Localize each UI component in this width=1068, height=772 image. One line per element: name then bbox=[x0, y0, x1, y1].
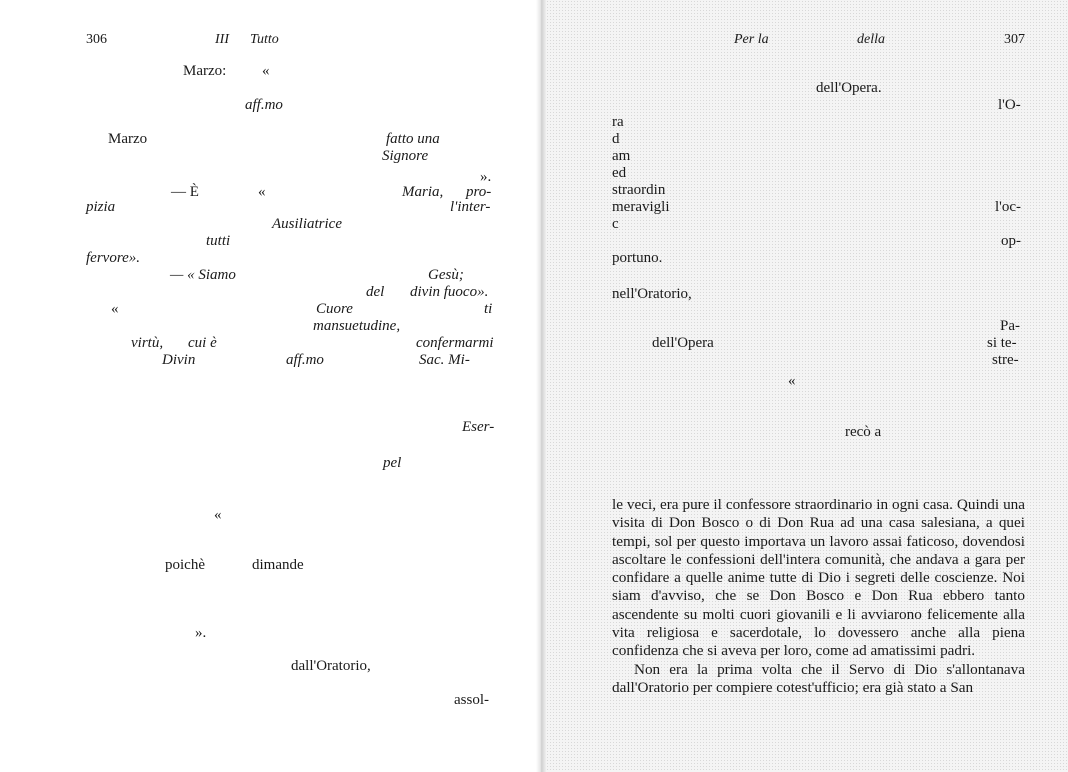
right-fragment: dell'Opera bbox=[652, 335, 714, 351]
right-fragment: am bbox=[612, 148, 631, 164]
left-fragment: l'inter- bbox=[450, 199, 491, 215]
left-fragment: Cuore bbox=[316, 301, 353, 317]
right-fragment: d bbox=[612, 131, 620, 147]
left-fragment: dall'Oratorio, bbox=[291, 658, 371, 674]
left-fragment: ». bbox=[480, 169, 492, 185]
right-fragment: straordin bbox=[612, 182, 666, 198]
left-fragment: Marzo: bbox=[183, 63, 227, 79]
right-fragment: l'oc- bbox=[995, 199, 1022, 215]
right-running-title-right: della bbox=[857, 32, 885, 47]
left-fragment: fervore». bbox=[86, 250, 141, 266]
left-fragment: Ausiliatrice bbox=[272, 216, 342, 232]
left-fragment: « bbox=[258, 184, 266, 200]
left-fragment: « bbox=[262, 63, 270, 79]
right-fragment: op- bbox=[1001, 233, 1021, 249]
left-fragment: assol- bbox=[454, 692, 489, 708]
body-text bbox=[612, 496, 1025, 697]
paragraph: le veci, era pure il confessore straordinario in ogni casa. Quindi una visita di Don Bosco o di Don Rua ad una casa salesiana, a quei tempi, sol per questo importava un lavoro assai faticoso, dovendosi ascoltare le confessioni dell'intera comunità, che andava a gara per confidare a quelle anime tutte di Dio i segreti delle coscienze. Noi siam d'avviso, che se Don Bosco e Don Rua ebbero tanto ascendente su molti cuori giovanili e li avviarono felicemente alla vita religiosa e sacerdotale, lo dovessero anche alla piena confidenza che si aveva per loro, come ad amatissimi padri. bbox=[612, 496, 1025, 660]
left-fragment: virtù, bbox=[131, 335, 164, 351]
left-fragment: ». bbox=[195, 625, 207, 641]
paragraph: Non era la prima volta che il Servo di Dio s'allontanava dall'Oratorio per compiere cotest'ufficio; era già stato a San bbox=[612, 660, 1025, 696]
left-fragment: poichè bbox=[165, 557, 205, 573]
right-fragment: meravigli bbox=[612, 199, 670, 215]
book-gutter bbox=[536, 0, 546, 772]
left-fragment: cui è bbox=[188, 335, 217, 351]
left-fragment: pro- bbox=[466, 184, 492, 200]
left-fragment: tutti bbox=[206, 233, 231, 249]
right-fragment: « bbox=[788, 373, 796, 389]
right-fragment: nell'Oratorio, bbox=[612, 286, 692, 302]
left-fragment: confermarmi bbox=[416, 335, 494, 351]
left-fragment: Sac. Mi- bbox=[419, 352, 470, 368]
left-fragment: Signore bbox=[382, 148, 429, 164]
left-page-number: 306 bbox=[86, 32, 107, 47]
left-running-title: Tutto bbox=[250, 32, 279, 47]
right-fragment: Pa- bbox=[1000, 318, 1020, 334]
left-fragment: « bbox=[111, 301, 119, 317]
left-fragment: del bbox=[366, 284, 385, 300]
left-fragment: Marzo bbox=[108, 131, 148, 147]
right-page-number: 307 bbox=[1004, 32, 1025, 47]
left-fragment: — « Siamo bbox=[170, 267, 236, 283]
left-fragment: pizia bbox=[86, 199, 116, 215]
right-fragment: ed bbox=[612, 165, 627, 181]
right-fragment: portuno. bbox=[612, 250, 663, 266]
right-fragment: dell'Opera. bbox=[816, 80, 882, 96]
left-fragment: aff.mo bbox=[245, 97, 283, 113]
left-fragment: « bbox=[214, 507, 222, 523]
left-fragment: pel bbox=[383, 455, 402, 471]
left-fragment: — È bbox=[171, 184, 199, 200]
right-fragment: recò a bbox=[845, 424, 882, 440]
right-fragment: l'O- bbox=[998, 97, 1021, 113]
left-fragment: ti bbox=[484, 301, 493, 317]
left-fragment: dimande bbox=[252, 557, 304, 573]
left-fragment: fatto una bbox=[386, 131, 440, 147]
left-fragment: mansuetudine, bbox=[313, 318, 401, 334]
left-chapter-number: III bbox=[215, 32, 229, 47]
right-running-title-left: Per la bbox=[734, 32, 769, 47]
left-fragment: Gesù; bbox=[428, 267, 464, 283]
left-fragment: Eser- bbox=[462, 419, 495, 435]
left-fragment: divin fuoco». bbox=[410, 284, 489, 300]
right-fragment: si te- bbox=[987, 335, 1017, 351]
right-fragment: c bbox=[612, 216, 619, 232]
left-fragment: aff.mo bbox=[286, 352, 324, 368]
left-fragment: Maria, bbox=[402, 184, 444, 200]
right-fragment: stre- bbox=[992, 352, 1019, 368]
left-fragment: Divin bbox=[162, 352, 196, 368]
right-fragment: ra bbox=[612, 114, 624, 130]
